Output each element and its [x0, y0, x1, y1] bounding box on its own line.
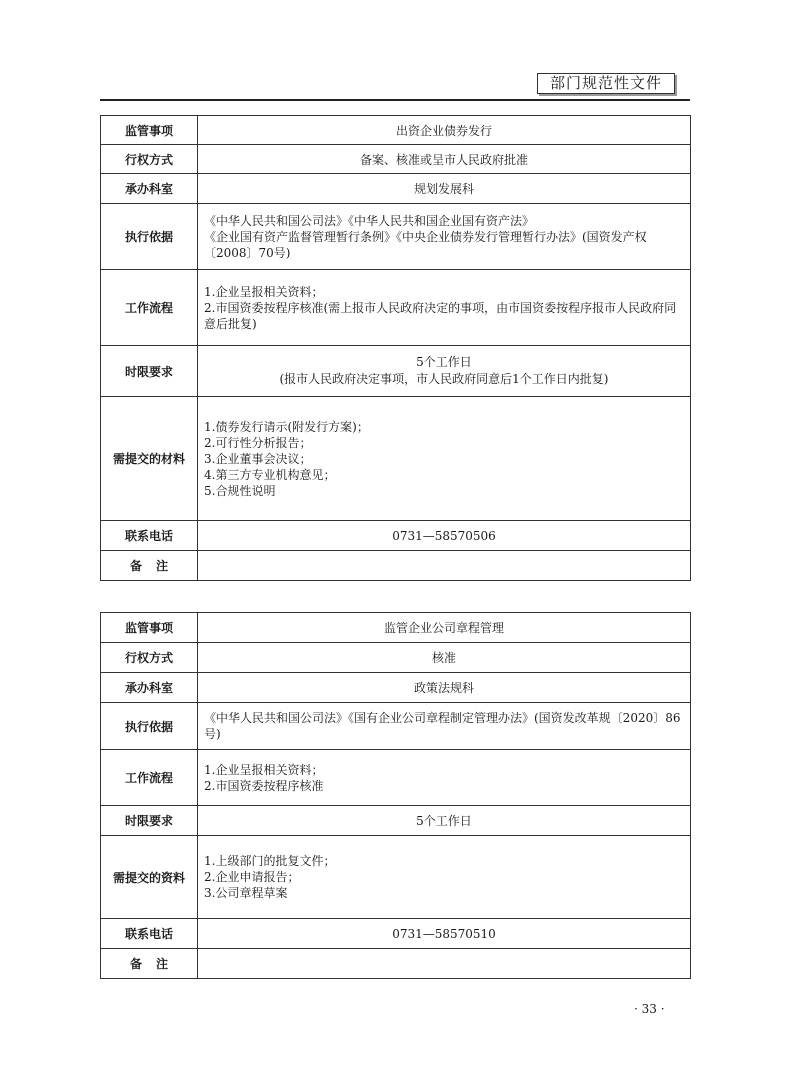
row-process [101, 270, 691, 346]
label-remark [101, 551, 198, 581]
material-item: 2.可行性分析报告； [204, 435, 312, 450]
label-process: 工作流程 [101, 750, 198, 806]
row-materials [101, 397, 691, 521]
label-process: 工作流程 [101, 270, 198, 346]
row-method [101, 643, 691, 673]
process-step: 2.市国资委按程序核准 [204, 778, 324, 793]
value-item: 出资企业债券发行 [198, 116, 691, 145]
remark-label-text: 备注 [129, 559, 182, 573]
time-line: (报市人民政府决定事项，市人民政府同意后1个工作日内批复) [279, 372, 609, 386]
row-basis [101, 204, 691, 270]
value-phone: 0731—58570510 [198, 919, 691, 949]
value-basis [198, 204, 691, 270]
row-method [101, 145, 691, 174]
time-line: 5个工作日 [416, 355, 472, 369]
process-step: 1.企业呈报相关资料； [204, 762, 324, 777]
value-office: 规划发展科 [198, 174, 691, 204]
value-method: 核准 [198, 643, 691, 673]
value-remark [198, 551, 691, 581]
row-time [101, 806, 691, 836]
value-time: 5个工作日 [198, 806, 691, 836]
row-remark [101, 949, 691, 979]
label-office: 承办科室 [101, 174, 198, 204]
process-step: 1.企业呈报相关资料； [204, 284, 324, 299]
label-office: 承办科室 [101, 673, 198, 703]
header-rule [100, 99, 690, 101]
label-basis: 执行依据 [101, 703, 198, 750]
row-item [101, 613, 691, 643]
page-number: · 33 · [634, 1002, 665, 1016]
document-category-badge: 部门规范性文件 [537, 73, 675, 94]
row-time [101, 346, 691, 397]
material-item: 3.公司章程草案 [204, 886, 288, 900]
value-office: 政策法规科 [198, 673, 691, 703]
value-process [198, 750, 691, 806]
row-office [101, 673, 691, 703]
label-method: 行权方式 [101, 145, 198, 174]
basis-line: 《中华人民共和国公司法》《中华人民共和国企业国有资产法》 [204, 213, 535, 228]
material-item: 1.债券发行请示(附发行方案)； [204, 419, 369, 434]
label-materials: 需提交的资料 [101, 836, 198, 919]
row-remark [101, 551, 691, 581]
label-method: 行权方式 [101, 643, 198, 673]
label-phone: 联系电话 [101, 919, 198, 949]
value-process [198, 270, 691, 346]
basis-line: 《中华人民共和国公司法》《国有企业公司章程制定管理办法》(国资发改革规〔2020〕86号) [204, 711, 681, 741]
label-basis: 执行依据 [101, 204, 198, 270]
material-item: 2.企业申请报告； [204, 870, 300, 884]
material-item: 5.合规性说明 [204, 483, 276, 498]
material-item: 3.企业董事会决议； [204, 451, 312, 466]
row-phone [101, 521, 691, 551]
value-remark [198, 949, 691, 979]
label-time: 时限要求 [101, 806, 198, 836]
value-time [198, 346, 691, 397]
value-phone: 0731—58570506 [198, 521, 691, 551]
material-item: 4.第三方专业机构意见； [204, 467, 336, 482]
label-item: 监管事项 [101, 116, 198, 145]
row-process [101, 750, 691, 806]
label-remark [101, 949, 198, 979]
row-basis [101, 703, 691, 750]
value-materials [198, 836, 691, 919]
basis-line: 《企业国有资产监督管理暂行条例》《中央企业债券发行管理暂行办法》(国资发产权〔2008〕70号) [204, 229, 647, 260]
value-materials [198, 397, 691, 521]
row-item [101, 116, 691, 145]
label-phone: 联系电话 [101, 521, 198, 551]
value-basis [198, 703, 691, 750]
row-materials [101, 836, 691, 919]
label-materials: 需提交的材料 [101, 397, 198, 521]
process-step: 2.市国资委按程序核准(需上报市人民政府决定的事项，由市国资委按程序报市人民政府同意后批复) [204, 300, 677, 331]
remark-label-text: 备注 [129, 957, 182, 971]
row-phone [101, 919, 691, 949]
value-method: 备案、核准或呈市人民政府批准 [198, 145, 691, 174]
label-time: 时限要求 [101, 346, 198, 397]
material-item: 1.上级部门的批复文件； [204, 854, 336, 868]
row-office [101, 174, 691, 204]
label-item: 监管事项 [101, 613, 198, 643]
regulatory-item-table-1 [100, 115, 691, 581]
value-item: 监管企业公司章程管理 [198, 613, 691, 643]
regulatory-item-table-2 [100, 612, 691, 979]
